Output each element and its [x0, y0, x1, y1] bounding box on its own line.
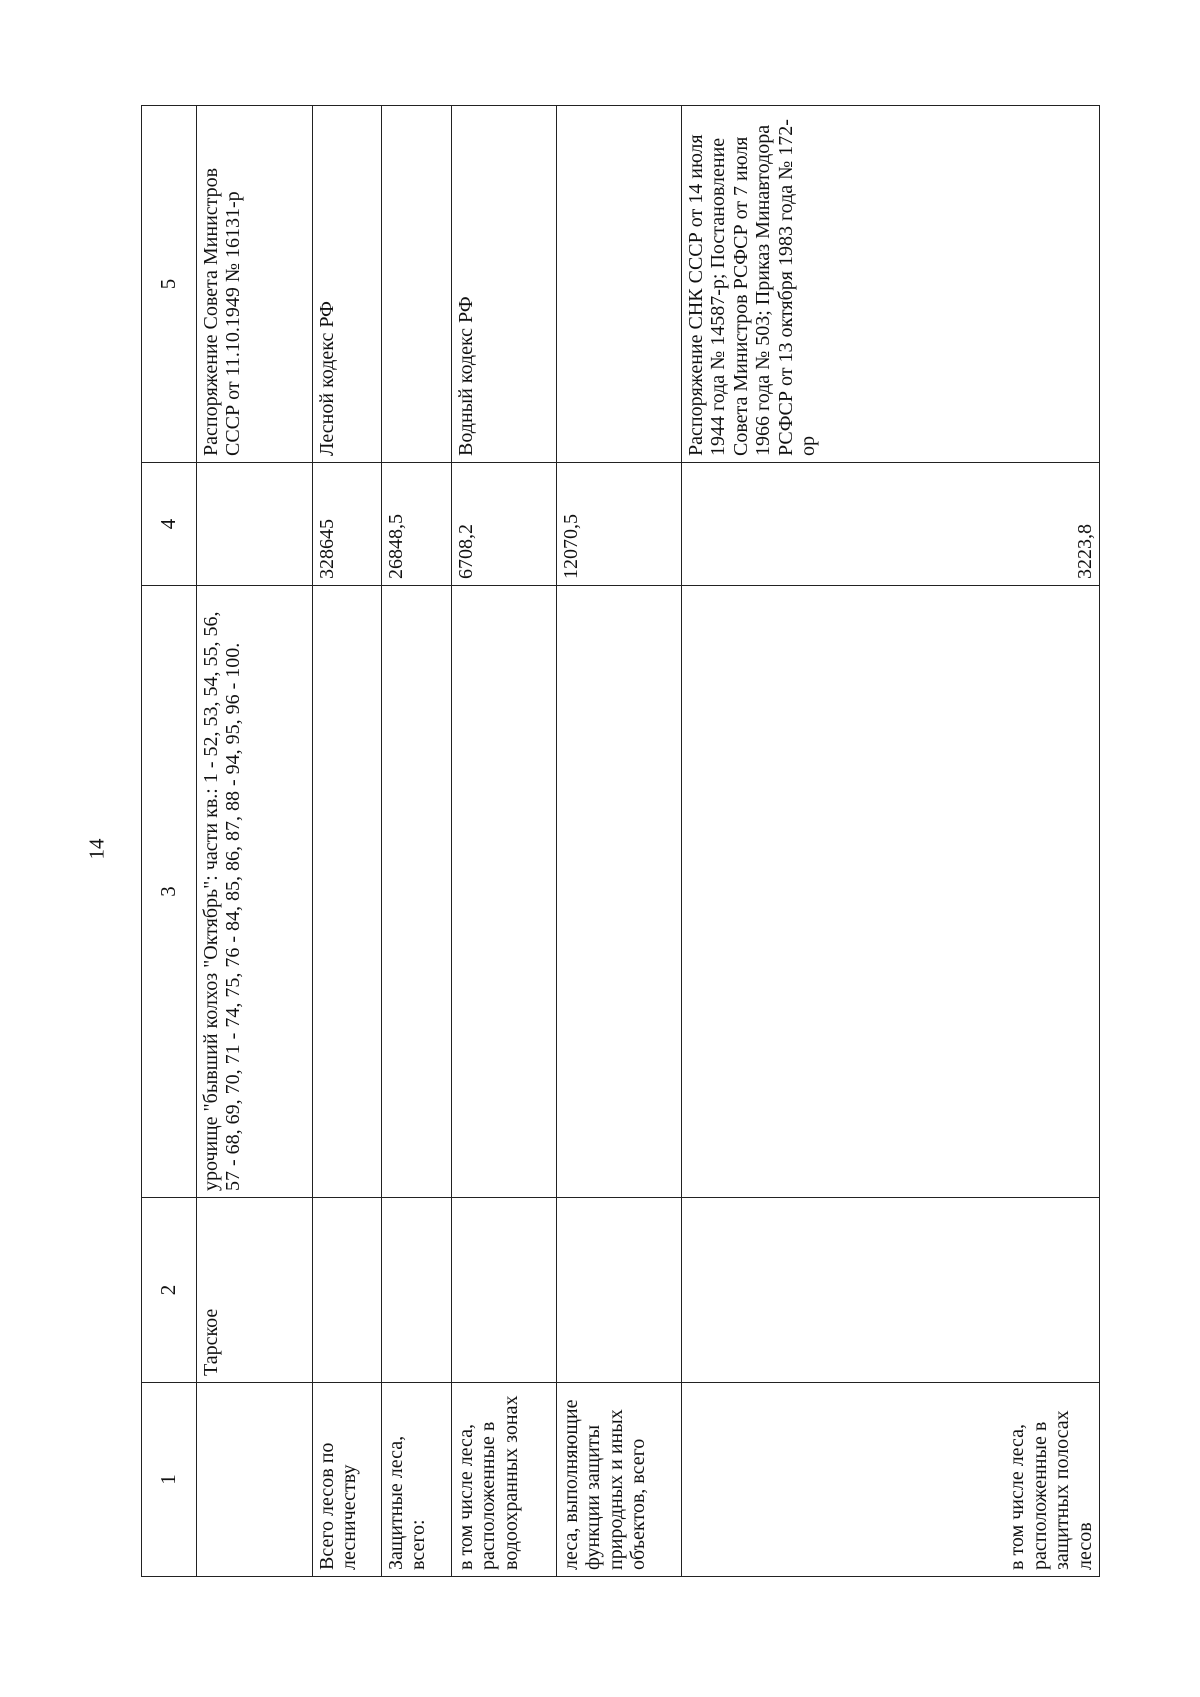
table-cell: [313, 586, 382, 1198]
table-row: [197, 106, 313, 1577]
table-row: [682, 106, 1100, 1577]
column-header: 5: [142, 106, 197, 463]
table-cell: [382, 1198, 452, 1383]
table-cell: [382, 586, 452, 1198]
table-cell: Тарское: [197, 1198, 313, 1383]
forest-table: [141, 105, 1100, 1577]
column-header: 4: [142, 463, 197, 586]
table-cell: Распоряжение Совета Министров СССР от 11.10.1949 № 16131-р: [197, 106, 313, 463]
table-cell: 328645: [313, 463, 382, 586]
table-cell: 6708,2: [452, 463, 557, 586]
table-cell: леса, выполняющие функции защиты природных и иных объектов, всего: [557, 1383, 682, 1577]
table-cell: 26848,5: [382, 463, 452, 586]
table-cell: 3223,8: [682, 463, 1100, 586]
table-cell: [197, 1383, 313, 1577]
table-cell: Защитные леса, всего:: [382, 1383, 452, 1577]
table-cell: 12070,5: [557, 463, 682, 586]
table-cell: [197, 463, 313, 586]
table-cell: [452, 586, 557, 1198]
table-cell: [557, 106, 682, 463]
column-header: 2: [142, 1198, 197, 1383]
table-cell: Водный кодекс РФ: [452, 106, 557, 463]
table-header-row: [142, 106, 197, 1577]
table-cell: в том числе леса, расположенные в защитных полосах лесов: [682, 1383, 1100, 1577]
table-cell: [682, 586, 1100, 1198]
table-row: [452, 106, 557, 1577]
table-cell: [557, 1198, 682, 1383]
table-row: [313, 106, 382, 1577]
table-row: [382, 106, 452, 1577]
column-header: 1: [142, 1383, 197, 1577]
table-cell: [682, 1198, 1100, 1383]
table-cell: в том числе леса, расположенные в водоохранных зонах: [452, 1383, 557, 1577]
table-cell: Всего лесов по лесничеству: [313, 1383, 382, 1577]
table-cell: Лесной кодекс РФ: [313, 106, 382, 463]
table-row: [557, 106, 682, 1577]
table-cell: урочище "бывший колхоз "Октябрь": части кв.: 1 - 52, 53, 54, 55, 56, 57 - 68, 69, 70, 71 - 74, 75, 76 - 84, 85, 86, 87, 88 - 94, 95, 96 - 100.: [197, 586, 313, 1198]
table-cell: [557, 586, 682, 1198]
table-cell: Распоряжение СНК СССР от 14 июля 1944 года № 14587-р; Постановление Совета Министров РСФСР от 7 июля 1966 года № 503; Приказ Минавтодора РСФСР от 13 октября 1983 года № 172-ор: [682, 106, 1100, 463]
table-cell: [313, 1198, 382, 1383]
forest-table-container: [141, 106, 1099, 1577]
table-cell: [452, 1198, 557, 1383]
column-header: 3: [142, 586, 197, 1198]
table-cell: [382, 106, 452, 463]
page-number: 14: [84, 838, 109, 860]
